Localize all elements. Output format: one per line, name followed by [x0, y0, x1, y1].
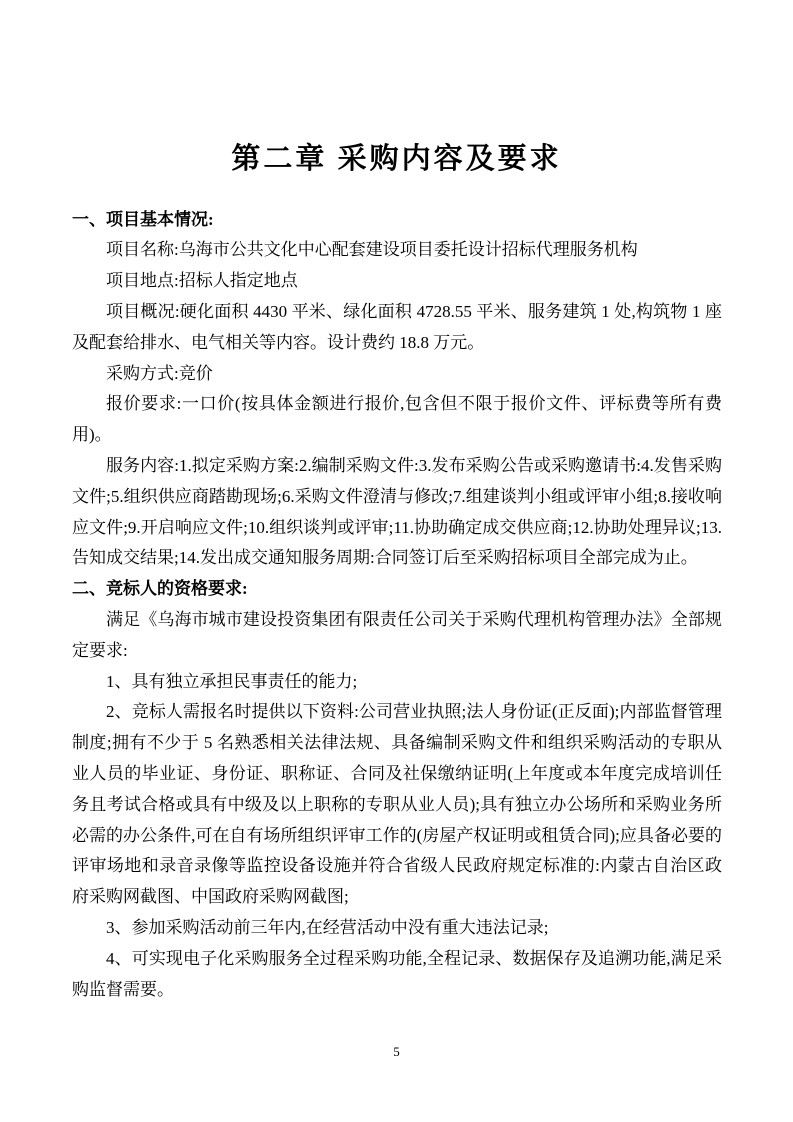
- paragraph-quotation-requirements: 报价要求:一口价(按具体金额进行报价,包含但不限于报价文件、评标费等所有费用)。: [72, 394, 722, 445]
- paragraph-project-name: 项目名称:乌海市公共文化中心配套建设项目委托设计招标代理服务机构: [106, 240, 638, 260]
- section-2-heading: 二、竞标人的资格要求:: [72, 579, 248, 599]
- paragraph-project-overview: 项目概况:硬化面积 4430 平米、绿化面积 4728.55 平米、服务建筑 1 处,构筑物 1 座及配套给排水、电气相关等内容。设计费约 18.8 万元。: [72, 302, 722, 352]
- paragraph-service-content: 服务内容:1.拟定采购方案:2.编制采购文件:3.发布采购公告或采购邀请书:4.发售采购文件;5.组织供应商踏勘现场;6.采购文件澄清与修改;7.组建谈判小组或评审小组;8.接收响应文件;9.开启响应文件;10.组织谈判或评审;11.协助确定成交供应商;12.协助处理异议;13.告知成交结果;14.发出成交通知服务周期:合同签订后至采购招标项目全部完成为止。: [72, 456, 722, 568]
- section-1-heading: 一、项目基本情况:: [72, 209, 214, 229]
- paragraph-qualification-item-1: 1、具有独立承担民事责任的能力;: [106, 671, 358, 691]
- paragraph-qualification-intro: 满足《乌海市城市建设投资集团有限责任公司关于采购代理机构管理办法》全部规定要求:: [72, 610, 722, 660]
- paragraph-qualification-item-2: 2、竞标人需报名时提供以下资料:公司营业执照;法人身份证(正反面);内部监督管理制度;拥有不少于 5 名熟悉相关法律法规、具备编制采购文件和组织采购活动的专职从业人员的毕业证、身份证、职称证、合同及社保缴纳证明(上年度或本年度完成培训任务且考试合格或具有中级及以上职称的专职从业人员);具有独立办公场所和采购业务所必需的办公条件,可在自有场所组织评审工作的(房屋产权证明或租赁合同);应具备必要的评审场地和录音录像等监控设备设施并符合省级人民政府规定标准的:内蒙古自治区政府采购网截图、中国政府采购网截图;: [72, 702, 722, 907]
- document-body: [72, 205, 722, 1006]
- paragraph-project-location: 项目地点:招标人指定地点: [106, 271, 298, 291]
- paragraph-procurement-method: 采购方式:竞价: [106, 363, 213, 383]
- chapter-title: 第二章 采购内容及要求: [231, 143, 562, 175]
- paragraph-qualification-item-4: 4、可实现电子化采购服务全过程采购功能,全程记录、数据保存及追溯功能,满足采购监督需要。: [72, 948, 722, 999]
- paragraph-qualification-item-3: 3、参加采购活动前三年内,在经营活动中没有重大违法记录;: [106, 918, 549, 938]
- page-number: 5: [393, 1044, 400, 1059]
